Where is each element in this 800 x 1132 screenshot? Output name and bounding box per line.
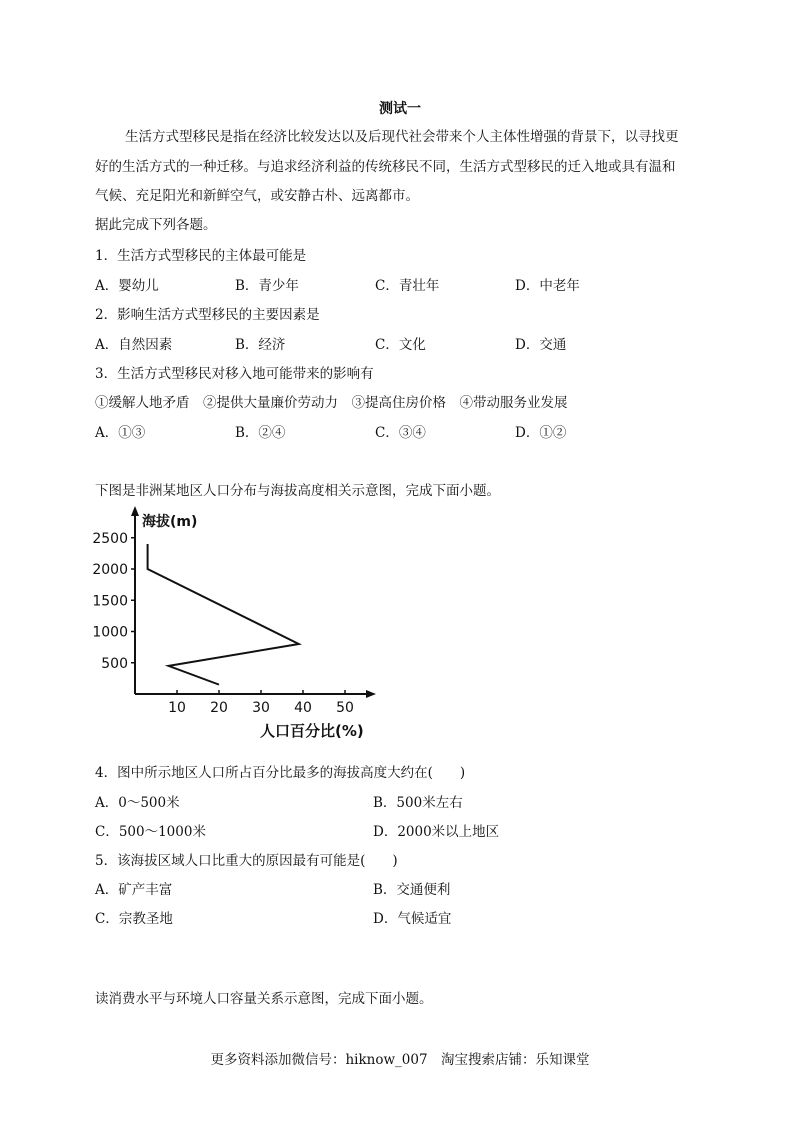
q5-option-b: B．交通便利 (373, 882, 451, 898)
x-tick-label: 30 (252, 700, 270, 716)
x-tick-label: 50 (336, 700, 354, 716)
q3-option-c: C．③④ (375, 425, 426, 441)
q5-option-a: A．矿产丰富 (95, 882, 173, 898)
q3-option-d: D．①② (515, 425, 567, 441)
q1-option-c: C．青壮年 (375, 278, 440, 294)
q3-statements: ①缓解人地矛盾 ②提供大量廉价劳动力 ③提高住房价格 ④带动服务业发展 (95, 395, 568, 411)
q2-option-c: C．文化 (375, 337, 426, 353)
x-tick-label: 40 (294, 700, 312, 716)
q4-option-d: D．2000米以上地区 (373, 824, 500, 840)
intro-line-2: 好的生活方式的一种迁移。与追求经济利益的传统移民不同，生活方式型移民的迁入地或具有温和 (95, 159, 676, 175)
section2-intro: 下图是非洲某地区人口分布与海拔高度相关示意图，完成下面小题。 (95, 483, 500, 499)
y-axis-label: 海拔(m) (142, 514, 198, 530)
y-tick-label: 500 (101, 655, 128, 672)
q4-option-a: A．0～500米 (95, 795, 180, 811)
q1-stem: 1．生活方式型移民的主体最可能是 (95, 248, 307, 264)
intro-line-1: 生活方式型移民是指在经济比较发达以及后现代社会带来个人主体性增强的背景下，以寻找更 (125, 129, 679, 145)
population-altitude-chart (88, 504, 388, 744)
x-tick-label: 10 (168, 700, 186, 716)
q4-option-c: C．500～1000米 (95, 824, 206, 840)
q3-option-a: A．①③ (95, 425, 146, 441)
intro-line-3: 气候、充足阳光和新鲜空气，或安静古朴、远离都市。 (95, 188, 419, 204)
q2-option-d: D．交通 (515, 337, 567, 353)
q5-stem: 5．该海拔区域人口比重大的原因最有可能是( ) (95, 853, 398, 869)
q5-option-c: C．宗教圣地 (95, 911, 173, 927)
q1-option-b: B．青少年 (235, 278, 299, 294)
q4-stem: 4．图中所示地区人口所占百分比最多的海拔高度大约在( ) (95, 765, 466, 781)
q2-stem: 2．影响生活方式型移民的主要因素是 (95, 307, 320, 323)
page-title: 测试一 (379, 101, 421, 117)
x-axis-label: 人口百分比(%) (260, 722, 364, 740)
q2-option-a: A．自然因素 (95, 337, 173, 353)
q1-option-a: A．婴幼儿 (95, 278, 159, 294)
page-footer: 更多资料添加微信号：hiknow_007 淘宝搜索店铺：乐知课堂 (210, 1052, 590, 1068)
q3-stem: 3．生活方式型移民对移入地可能带来的影响有 (95, 366, 374, 382)
y-tick-label: 1500 (92, 593, 128, 610)
x-axis-arrow (366, 690, 376, 698)
q3-option-b: B．②④ (235, 425, 286, 441)
q5-option-d: D．气候适宜 (373, 911, 452, 927)
q2-option-b: B．经济 (235, 337, 286, 353)
q1-option-d: D．中老年 (515, 278, 580, 294)
q4-option-b: B．500米左右 (373, 795, 463, 811)
section3-intro: 读消费水平与环境人口容量关系示意图，完成下面小题。 (95, 991, 433, 1007)
x-tick-label: 20 (210, 700, 228, 716)
y-axis-arrow (131, 506, 139, 516)
y-tick-label: 1000 (92, 624, 128, 641)
y-tick-label: 2000 (92, 562, 128, 578)
intro-line-4: 据此完成下列各题。 (95, 217, 217, 233)
series-line (148, 544, 299, 685)
y-tick-label: 2500 (92, 530, 128, 547)
